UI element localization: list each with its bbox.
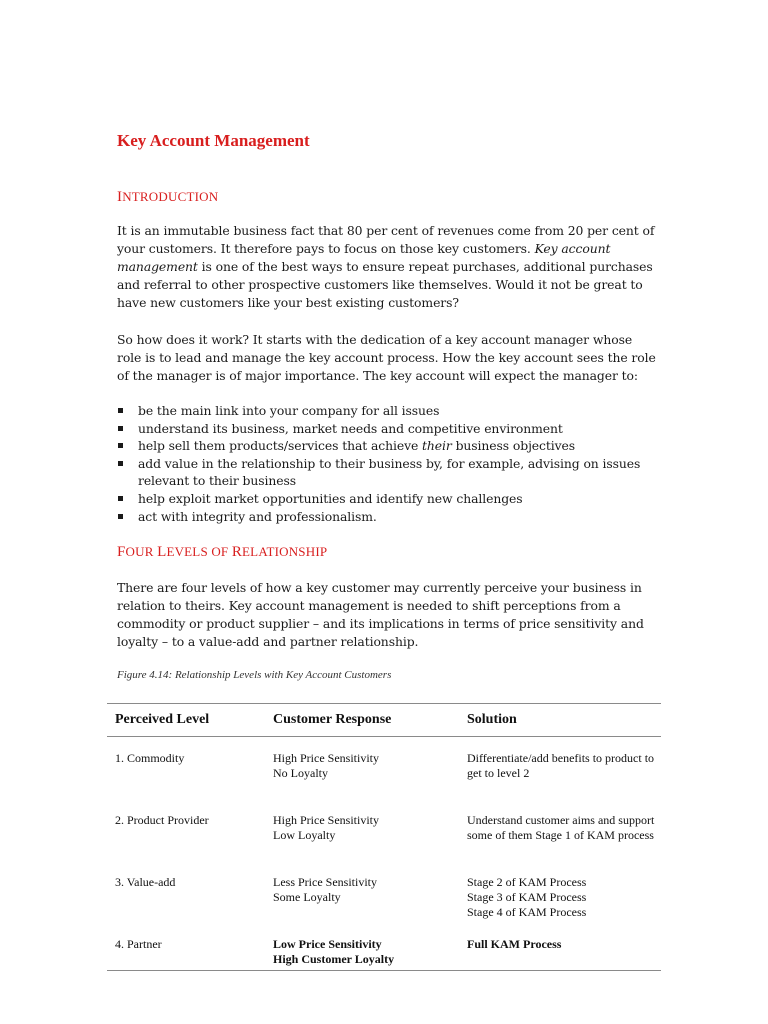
cell-level: 2. Product Provider [115, 813, 209, 827]
intro-paragraph-2: So how does it work? It starts with the dedication of a key account manager whose role is to lead and manage the key account process. How the key account sees the role of the manager is of major importance. The key account will expect the manager to: [117, 332, 656, 383]
list-item: understand its business, market needs and competitive environment [117, 420, 657, 438]
list-item: be the main link into your company for all issues [117, 402, 657, 420]
four-levels-paragraph: There are four levels of how a key customer may currently perceive your business in relation to theirs. Key account management is needed to shift perceptions from a commodity or product supplier – and its implications in terms of price sensitivity and loyalty – to a value-add and partner relationship. [117, 580, 644, 649]
response-line: High Customer Loyalty [273, 952, 395, 966]
heading-rest: ELATIONSHIP [242, 544, 328, 559]
introduction-heading [117, 189, 218, 206]
header-solution: Solution [459, 704, 661, 737]
cell-level: 1. Commodity [115, 751, 185, 765]
intro-paragraph-1 [117, 222, 657, 312]
cell-solution [459, 923, 661, 971]
response-line: Low Price Sensitivity [273, 937, 382, 951]
heading-rest: EVELS OF [166, 544, 229, 559]
table-row [107, 861, 661, 923]
response-line: Some Loyalty [273, 890, 341, 904]
cell-solution [459, 737, 661, 800]
table-row [107, 737, 661, 800]
list-item: help exploit market opportunities and identify new challenges [117, 490, 657, 508]
heading-rest: NTRODUCTION [122, 189, 219, 204]
solution-line: get to level 2 [467, 766, 530, 780]
solution-line: Stage 4 of KAM Process [467, 905, 587, 919]
cell-response [265, 737, 459, 800]
header-customer-response: Customer Response [265, 704, 459, 737]
response-line: Low Loyalty [273, 828, 336, 842]
table-header-row [107, 704, 661, 737]
solution-line: Understand customer aims and support [467, 813, 655, 827]
list-item-text: business objectives [451, 438, 576, 454]
response-line: High Price Sensitivity [273, 751, 379, 765]
cell-response [265, 799, 459, 861]
heading-initial: L [157, 544, 167, 560]
list-item: add value in the relationship to their business by, for example, advising on issues relevant to their business [117, 455, 657, 490]
header-perceived-level: Perceived Level [107, 704, 265, 737]
list-item-text: help sell them products/services that achieve [138, 438, 423, 454]
response-line: Less Price Sensitivity [273, 875, 377, 889]
solution-line: Stage 3 of KAM Process [467, 890, 587, 904]
intro-italic-term: Key account management [117, 241, 611, 274]
list-item-italic: their [422, 438, 452, 454]
list-item: act with integrity and professionalism. [117, 508, 657, 526]
solution-line: some of them Stage 1 of KAM process [467, 828, 654, 842]
cell-solution [459, 861, 661, 923]
list-item [117, 437, 657, 455]
cell-solution [459, 799, 661, 861]
cell-level: 4. Partner [107, 923, 265, 971]
heading-initial: R [231, 544, 243, 560]
heading-rest: OUR [125, 544, 154, 559]
relationship-levels-table [107, 703, 661, 971]
response-line: No Loyalty [273, 766, 328, 780]
figure-caption: Figure 4.14: Relationship Levels with Key Account Customers [117, 669, 392, 681]
table-row [107, 923, 661, 971]
solution-line: Differentiate/add benefits to product to [467, 751, 655, 765]
heading-initial: F [117, 544, 126, 560]
cell-response [265, 923, 459, 971]
solution-line: Stage 2 of KAM Process [467, 875, 587, 889]
cell-response [265, 861, 459, 923]
manager-expectations-list [117, 402, 657, 525]
document-title: Key Account Management [117, 131, 310, 150]
cell-level: 3. Value-add [115, 875, 176, 889]
heading-initial: I [117, 189, 123, 205]
response-line: High Price Sensitivity [273, 813, 379, 827]
intro-text: It is an immutable business fact that 80 per cent of revenues come from 20 per cent of your customers. It therefore pays to focus on those key customers. [117, 223, 655, 256]
table-row [107, 799, 661, 861]
four-levels-heading [117, 544, 327, 561]
solution-line: Full KAM Process [467, 937, 562, 951]
intro-text-cont: is one of the best ways to ensure repeat purchases, additional purchases and referral to other prospective customers like themselves. Would it not be great to have new customers like your best existing customers? [117, 259, 653, 310]
